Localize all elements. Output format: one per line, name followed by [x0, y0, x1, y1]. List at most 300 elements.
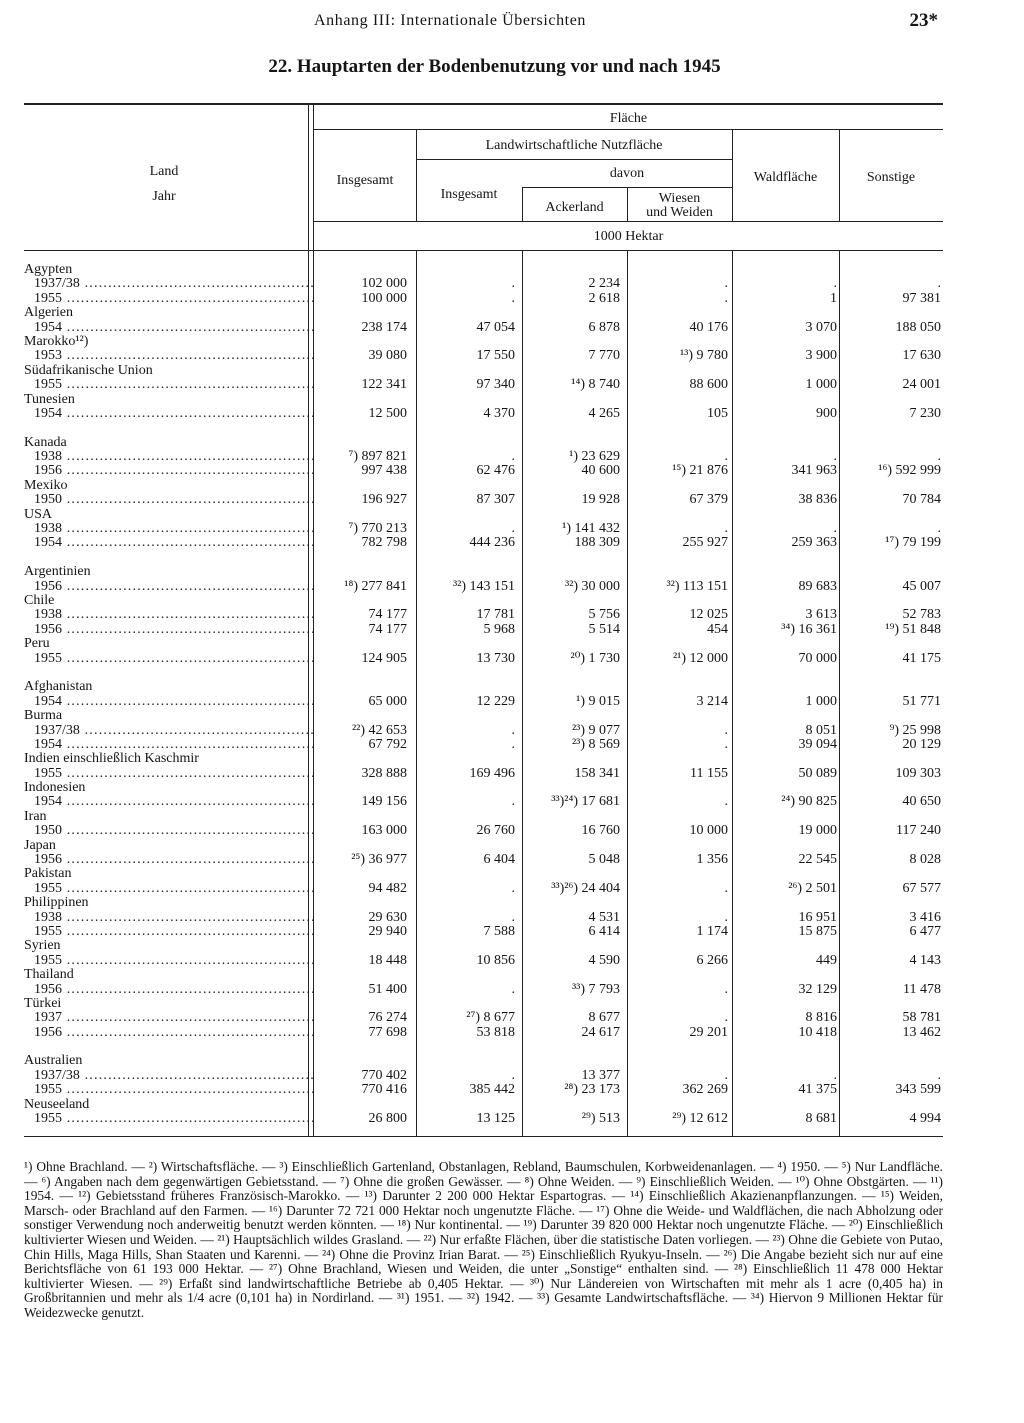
country-row — [24, 393, 943, 407]
wiesen-weiden-cell: 362 269 — [682, 1082, 728, 1098]
rule-below-columns — [314, 221, 943, 222]
ackerland-cell: 6 878 — [588, 319, 620, 335]
sonstige-cell: 24 001 — [902, 377, 941, 393]
wiesen-weiden-cell: 40 176 — [689, 319, 728, 335]
table-row — [24, 767, 943, 781]
wiesen-weiden-cell: 10 000 — [689, 823, 728, 839]
year-label: 1955 ..... — [24, 925, 314, 939]
lnf-insgesamt-cell: 5 968 — [483, 621, 515, 637]
country-row — [24, 781, 943, 795]
spacer-row — [24, 1040, 943, 1054]
insgesamt-cell: 29 630 — [368, 909, 407, 925]
lnf-insgesamt-cell: 17 781 — [476, 607, 515, 623]
lnf-insgesamt-cell: ²⁷) 8 677 — [466, 1010, 515, 1026]
ackerland-cell: 188 309 — [574, 535, 620, 551]
ackerland-cell: 4 265 — [588, 405, 620, 421]
table-row — [24, 493, 943, 507]
col-ackerland: Ackerland — [545, 200, 604, 215]
country-row — [24, 968, 943, 982]
insgesamt-cell: ²⁵) 36 977 — [351, 852, 407, 868]
table-row — [24, 580, 943, 594]
waldflaeche-cell: 8 681 — [805, 1111, 837, 1127]
lnf-insgesamt-cell: 12 229 — [476, 693, 515, 709]
waldflaeche-cell: . — [833, 276, 837, 292]
insgesamt-cell: 328 888 — [361, 765, 407, 781]
lnf-insgesamt-cell: 7 588 — [483, 923, 515, 939]
waldflaeche-cell: 900 — [816, 405, 837, 421]
lnf-insgesamt-cell: . — [511, 290, 515, 306]
sonstige-cell: . — [937, 521, 941, 537]
col-wiesen-line1: Wiesen — [658, 191, 701, 206]
ackerland-cell: ²⁸) 23 173 — [564, 1082, 620, 1098]
year-label: 1956 ..... — [24, 580, 314, 594]
sonstige-cell: 343 599 — [895, 1082, 941, 1098]
sonstige-cell: 4 994 — [909, 1111, 941, 1127]
country-row — [24, 867, 943, 881]
insgesamt-cell: 94 482 — [368, 880, 407, 896]
table-row — [24, 608, 943, 622]
insgesamt-cell: ⁷) 897 821 — [348, 449, 407, 465]
ackerland-cell: ¹) 23 629 — [569, 449, 620, 465]
footnotes: ¹) Ohne Brachland. — ²) Wirtschaftsfläche. — ³) Einschließlich Gartenland, Obstanlagen, Rebland, Baumschulen, Korbweidenanlagen. — ⁴) 1950. — ⁵) Nur Landfläche. — ⁶) Angaben nach dem gegenwärtigen Gebietsstand. — ⁷) Ohne die großen Gewässer. — ⁸) Ohne Weiden. — ⁹) Einschließlich Weiden. — ¹⁰) Ohne Obstgärten. — ¹¹) 1954. — ¹²) Gebietsstand früheres Französisch-Marokko. — ¹³) Darunter 2 200 000 Hektar Espartogras. — ¹⁴) Einschließlich Akazienanpflanzungen. — ¹⁵) Weiden, Marsch- oder Brachland auf den Farmen. — ¹⁶) Darunter 72 721 000 Hektar noch ungenutzte Fläche. — ¹⁷) Ohne die Weide- und Waldflächen, die nach Abholzung oder sonstiger Verwendung noch anderweitig benutzt werden könnten. — ¹⁸) Nur kontinental. — ¹⁹) Darunter 39 820 000 Hektar noch ungenutzte Fläche. — ²⁰) Einschließlich kultivierter Wiesen und Weiden. — ²¹) Hauptsächlich wildes Grasland. — ²²) Nur erfaßte Flächen, über die statistische Daten vorliegen. — ²³) Ohne die Gebiete von Putao, Chin Hills, Maga Hills, Shan Staaten und Karenni. — ²⁴) Ohne die Provinz Irian Barat. — ²⁵) Einschließlich Ryukyu-Inseln. — ²⁶) Die Angabe bezieht sich nur auf eine Berichtsfläche von 61 193 000 Hektar. — ²⁷) Ohne Brachland, Wiesen und Weiden, die unter „Sonstige“ enthalten sind. — ²⁸) Einschließlich 11 478 000 Hektar kultivierter Wiesen. — ²⁹) Erfaßt sind landwirtschaftliche Betriebe ab 0,405 Hektar. — ³⁰) Nur Ländereien von Wirtschaften mit mehr als 1 acre (0,405 ha) in Großbritannien und mehr als 1/4 acre (0,101 ha) in Nordirland. — ³¹) 1951. — ³²) 1942. — ³³) Gesamte Landwirtschaftsfläche. — ³⁴) Hiervon 9 Millionen Hektar für Weidezwecke genutzt. — [24, 1159, 943, 1320]
country-row — [24, 479, 943, 493]
waldflaeche-cell: . — [833, 521, 837, 537]
country-name: Kanada — [24, 435, 67, 450]
table-row — [24, 795, 943, 809]
table-row — [24, 925, 943, 939]
wiesen-weiden-cell: . — [724, 276, 728, 292]
insgesamt-cell: 39 080 — [368, 348, 407, 364]
ackerland-cell: ³³)²⁶) 24 404 — [551, 880, 620, 896]
ackerland-cell: 19 928 — [581, 492, 620, 508]
waldflaeche-cell: . — [833, 1067, 837, 1083]
year-label: 1955 ..... — [24, 292, 314, 306]
running-head-text: Anhang III: Internationale Übersichten — [314, 12, 587, 29]
wiesen-weiden-cell: 3 214 — [696, 693, 728, 709]
ackerland-cell: 4 531 — [588, 909, 620, 925]
lnf-insgesamt-cell: . — [511, 1067, 515, 1083]
waldflaeche-cell: 41 375 — [798, 1082, 837, 1098]
lnf-insgesamt-cell: 13 125 — [476, 1111, 515, 1127]
lnf-insgesamt-cell: 17 550 — [476, 348, 515, 364]
ackerland-cell: 158 341 — [574, 765, 620, 781]
ackerland-cell: 24 617 — [581, 1024, 620, 1040]
year-label: 1954 ..... — [24, 795, 314, 809]
sonstige-cell: 8 028 — [909, 852, 941, 868]
sonstige-cell: 97 381 — [902, 290, 941, 306]
insgesamt-cell: 67 792 — [368, 736, 407, 752]
sonstige-cell: 40 650 — [902, 794, 941, 810]
sonstige-cell: . — [937, 276, 941, 292]
ackerland-cell: 5 048 — [588, 852, 620, 868]
lnf-insgesamt-cell: 53 818 — [476, 1024, 515, 1040]
country-name: Indonesien — [24, 781, 86, 796]
table-row — [24, 882, 943, 896]
year-label: 1954 ..... — [24, 738, 314, 752]
bottom-rule — [24, 1136, 943, 1137]
lnf-insgesamt-cell: . — [511, 909, 515, 925]
country-row — [24, 436, 943, 450]
insgesamt-cell: 26 800 — [368, 1111, 407, 1127]
insgesamt-cell: ⁷) 770 213 — [348, 521, 407, 537]
wiesen-weiden-cell: 67 379 — [689, 492, 728, 508]
sonstige-cell: 70 784 — [902, 492, 941, 508]
col-lnf: Landwirtschaftliche Nutzfläche — [485, 138, 663, 153]
lnf-insgesamt-cell: . — [511, 794, 515, 810]
ackerland-cell: ¹) 9 015 — [576, 693, 620, 709]
sonstige-cell: . — [937, 449, 941, 465]
rule-below-lnf — [416, 159, 732, 160]
table-row — [24, 1083, 943, 1097]
ackerland-cell: ²⁹) 513 — [581, 1111, 620, 1127]
year-label: 1956 ..... — [24, 983, 314, 997]
ackerland-cell: 2 234 — [588, 276, 620, 292]
year-label: 1955 ..... — [24, 767, 314, 781]
table-title: 22. Hauptarten der Bodenbenutzung vor und nach 1945 — [268, 56, 721, 77]
year-label: 1937/38 ..... — [24, 724, 314, 738]
wiesen-weiden-cell: 88 600 — [689, 377, 728, 393]
insgesamt-cell: ¹⁸) 277 841 — [344, 578, 407, 594]
lnf-insgesamt-cell: 10 856 — [476, 952, 515, 968]
lnf-insgesamt-cell: . — [511, 722, 515, 738]
year-label: 1950 ..... — [24, 824, 314, 838]
table-row — [24, 450, 943, 464]
table-row — [24, 623, 943, 637]
table-row — [24, 1011, 943, 1025]
wiesen-weiden-cell: . — [724, 736, 728, 752]
sonstige-cell: 41 175 — [902, 650, 941, 666]
spacer-row — [24, 551, 943, 565]
ackerland-cell: ³²) 30 000 — [564, 578, 620, 594]
ackerland-cell: ¹) 141 432 — [562, 521, 620, 537]
waldflaeche-cell: 16 951 — [798, 909, 837, 925]
lnf-insgesamt-cell: 4 370 — [483, 405, 515, 421]
col-lnf-insgesamt: Insgesamt — [440, 187, 498, 202]
lnf-insgesamt-cell: 97 340 — [476, 377, 515, 393]
lnf-insgesamt-cell: ³²) 143 151 — [452, 578, 515, 594]
year-label: 1954 ..... — [24, 536, 314, 550]
table-row — [24, 378, 943, 392]
ackerland-cell: ²³) 8 569 — [571, 736, 620, 752]
year-label: 1954 ..... — [24, 407, 314, 421]
wiesen-weiden-cell: . — [724, 880, 728, 896]
country-row — [24, 306, 943, 320]
insgesamt-cell: 997 438 — [361, 463, 407, 479]
country-row — [24, 263, 943, 277]
wiesen-weiden-cell: 105 — [707, 405, 728, 421]
wiesen-weiden-cell: 1 356 — [696, 852, 728, 868]
wiesen-weiden-cell: . — [724, 981, 728, 997]
year-label: 1955 ..... — [24, 1112, 314, 1126]
insgesamt-cell: 149 156 — [361, 794, 407, 810]
sonstige-cell: 109 303 — [895, 765, 941, 781]
ackerland-cell: 5 514 — [588, 621, 620, 637]
table-row — [24, 652, 943, 666]
wiesen-weiden-cell: . — [724, 722, 728, 738]
lnf-insgesamt-cell: 385 442 — [469, 1082, 515, 1098]
sonstige-cell: 45 007 — [902, 578, 941, 594]
year-label: 1955 ..... — [24, 652, 314, 666]
country-row — [24, 508, 943, 522]
wiesen-weiden-cell: ²¹) 12 000 — [672, 650, 728, 666]
wiesen-weiden-cell: 255 927 — [682, 535, 728, 551]
sonstige-cell: ¹⁹) 51 848 — [885, 621, 941, 637]
insgesamt-cell: ²²) 42 653 — [351, 722, 407, 738]
year-label: 1955 ..... — [24, 954, 314, 968]
ackerland-cell: 13 377 — [581, 1067, 620, 1083]
country-name: Neuseeland — [24, 1097, 90, 1112]
ackerland-cell: 2 618 — [588, 290, 620, 306]
year-label: 1955 ..... — [24, 882, 314, 896]
table-row — [24, 824, 943, 838]
ackerland-cell: ¹⁴) 8 740 — [571, 377, 620, 393]
sonstige-cell: 11 478 — [903, 981, 941, 997]
insgesamt-cell: 77 698 — [368, 1024, 407, 1040]
wiesen-weiden-cell: . — [724, 290, 728, 306]
table-row — [24, 1026, 943, 1040]
sonstige-cell: . — [937, 1067, 941, 1083]
running-header — [0, 10, 1024, 36]
country-row — [24, 839, 943, 853]
country-row — [24, 680, 943, 694]
table-row — [24, 1112, 943, 1126]
country-row — [24, 896, 943, 910]
country-row — [24, 594, 943, 608]
table-row — [24, 321, 943, 335]
waldflaeche-cell: 3 070 — [805, 319, 837, 335]
year-label: 1955 ..... — [24, 1083, 314, 1097]
waldflaeche-cell: ²⁶) 2 501 — [788, 880, 837, 896]
sonstige-cell: 3 416 — [909, 909, 941, 925]
insgesamt-cell: 770 416 — [361, 1082, 407, 1098]
wiesen-weiden-cell: 454 — [707, 621, 728, 637]
top-rule — [24, 103, 943, 105]
waldflaeche-cell: 341 963 — [791, 463, 837, 479]
ackerland-cell: 6 414 — [588, 923, 620, 939]
sonstige-cell: 58 781 — [902, 1010, 941, 1026]
insgesamt-cell: 100 000 — [361, 290, 407, 306]
ackerland-cell: 5 756 — [588, 607, 620, 623]
year-label: 1956 ..... — [24, 464, 314, 478]
insgesamt-cell: 238 174 — [361, 319, 407, 335]
country-name: Algerien — [24, 306, 73, 321]
sonstige-cell: 117 240 — [896, 823, 941, 839]
country-row — [24, 637, 943, 651]
country-row — [24, 997, 943, 1011]
country-name: Ägypten — [24, 263, 73, 277]
year-label: 1954 ..... — [24, 695, 314, 709]
table-body — [24, 263, 943, 1126]
waldflaeche-cell: 70 000 — [798, 650, 837, 666]
lnf-insgesamt-cell: . — [511, 880, 515, 896]
col-davon: davon — [609, 166, 645, 181]
year-label: 1953 ..... — [24, 349, 314, 363]
waldflaeche-cell: ²⁴) 90 825 — [781, 794, 837, 810]
sonstige-cell: 13 462 — [902, 1024, 941, 1040]
year-label: 1956 ..... — [24, 623, 314, 637]
country-row — [24, 1054, 943, 1068]
waldflaeche-cell: 8 051 — [805, 722, 837, 738]
lnf-insgesamt-cell: 47 054 — [476, 319, 515, 335]
country-name: Türkei — [24, 996, 62, 1011]
wiesen-weiden-cell: 11 155 — [690, 765, 728, 781]
wiesen-weiden-cell: 1 174 — [696, 923, 728, 939]
lnf-insgesamt-cell: . — [511, 981, 515, 997]
insgesamt-cell: 163 000 — [361, 823, 407, 839]
year-label: 1937/38 ..... — [24, 277, 314, 291]
country-row — [24, 364, 943, 378]
table-row — [24, 277, 943, 291]
country-name: USA — [24, 507, 53, 522]
wiesen-weiden-cell: . — [724, 1010, 728, 1026]
wiesen-weiden-cell: . — [724, 521, 728, 537]
lnf-insgesamt-cell: 62 476 — [476, 463, 515, 479]
sonstige-cell: ¹⁷) 79 199 — [885, 535, 941, 551]
waldflaeche-cell: 259 363 — [791, 535, 837, 551]
insgesamt-cell: 51 400 — [368, 981, 407, 997]
lnf-insgesamt-cell: 444 236 — [469, 535, 515, 551]
insgesamt-cell: 76 274 — [368, 1010, 407, 1026]
lnf-insgesamt-cell: . — [511, 276, 515, 292]
year-label: 1937/38 ..... — [24, 1069, 314, 1083]
country-row — [24, 1098, 943, 1112]
waldflaeche-cell: 32 129 — [798, 981, 837, 997]
sonstige-cell: 17 630 — [902, 348, 941, 364]
waldflaeche-cell: . — [833, 449, 837, 465]
country-name: Thailand — [24, 968, 74, 983]
lnf-insgesamt-cell: 6 404 — [483, 852, 515, 868]
year-label: 1956 ..... — [24, 853, 314, 867]
insgesamt-cell: 65 000 — [368, 693, 407, 709]
stub-land: Land — [149, 164, 179, 179]
insgesamt-cell: 124 905 — [361, 650, 407, 666]
waldflaeche-cell: 39 094 — [798, 736, 837, 752]
country-row — [24, 939, 943, 953]
ackerland-cell: ³³) 7 793 — [571, 981, 620, 997]
insgesamt-cell: 770 402 — [361, 1067, 407, 1083]
country-name: Pakistan — [24, 867, 72, 882]
country-row — [24, 752, 943, 766]
spacer-row — [24, 666, 943, 680]
table-row — [24, 954, 943, 968]
wiesen-weiden-cell: ¹³) 9 780 — [679, 348, 728, 364]
table-title-wrap — [0, 56, 1024, 78]
sonstige-cell: ¹⁶) 592 999 — [878, 463, 941, 479]
waldflaeche-cell: 38 836 — [798, 492, 837, 508]
lnf-insgesamt-cell: . — [511, 521, 515, 537]
table-row — [24, 349, 943, 363]
waldflaeche-cell: ³⁴) 16 361 — [781, 621, 837, 637]
insgesamt-cell: 18 448 — [368, 952, 407, 968]
table-row — [24, 695, 943, 709]
wiesen-weiden-cell: ¹⁵) 21 876 — [672, 463, 728, 479]
country-name: Peru — [24, 637, 50, 652]
wiesen-weiden-cell: . — [724, 449, 728, 465]
table-row — [24, 292, 943, 306]
waldflaeche-cell: 449 — [816, 952, 837, 968]
waldflaeche-cell: 22 545 — [798, 852, 837, 868]
lnf-insgesamt-cell: . — [511, 449, 515, 465]
country-name: Argentinien — [24, 565, 91, 580]
wiesen-weiden-cell: ³²) 113 151 — [666, 578, 728, 594]
sonstige-cell: 67 577 — [902, 880, 941, 896]
insgesamt-cell: 12 500 — [368, 405, 407, 421]
country-name: Japan — [24, 838, 56, 853]
table-row — [24, 853, 943, 867]
col-waldflaeche: Waldfläche — [753, 170, 818, 185]
year-label: 1938 ..... — [24, 522, 314, 536]
year-label: 1950 ..... — [24, 493, 314, 507]
table-header — [24, 103, 943, 263]
ackerland-cell: 4 590 — [588, 952, 620, 968]
table-row — [24, 464, 943, 478]
wiesen-weiden-cell: 6 266 — [696, 952, 728, 968]
country-name: Syrien — [24, 939, 61, 954]
col-insgesamt: Insgesamt — [336, 173, 394, 188]
waldflaeche-cell: 89 683 — [798, 578, 837, 594]
waldflaeche-cell: 10 418 — [798, 1024, 837, 1040]
waldflaeche-cell: 1 — [830, 290, 837, 306]
year-label: 1938 ..... — [24, 911, 314, 925]
country-row — [24, 335, 943, 349]
waldflaeche-cell: 1 000 — [805, 377, 837, 393]
waldflaeche-cell: 50 089 — [798, 765, 837, 781]
table-row — [24, 911, 943, 925]
insgesamt-cell: 74 177 — [368, 607, 407, 623]
ackerland-cell: 40 600 — [581, 463, 620, 479]
year-label: 1938 ..... — [24, 608, 314, 622]
lnf-insgesamt-cell: . — [511, 736, 515, 752]
col-flaeche: Fläche — [609, 111, 648, 126]
table-row — [24, 983, 943, 997]
waldflaeche-cell: 15 875 — [798, 923, 837, 939]
insgesamt-cell: 196 927 — [361, 492, 407, 508]
wiesen-weiden-cell: . — [724, 794, 728, 810]
waldflaeche-cell: 3 900 — [805, 348, 837, 364]
country-name: Iran — [24, 809, 47, 824]
year-label: 1938 ..... — [24, 450, 314, 464]
insgesamt-cell: 74 177 — [368, 621, 407, 637]
year-label: 1937 ..... — [24, 1011, 314, 1025]
year-label: 1955 ..... — [24, 378, 314, 392]
lnf-insgesamt-cell: 13 730 — [476, 650, 515, 666]
wiesen-weiden-cell: 12 025 — [689, 607, 728, 623]
country-row — [24, 709, 943, 723]
table-row — [24, 1069, 943, 1083]
page-number: 23* — [909, 10, 938, 31]
ackerland-cell: 7 770 — [588, 348, 620, 364]
country-row — [24, 565, 943, 579]
country-name: Marokko¹²) — [24, 334, 89, 349]
sonstige-cell: 4 143 — [909, 952, 941, 968]
unit-label: 1000 Hektar — [593, 229, 664, 244]
wiesen-weiden-cell: . — [724, 909, 728, 925]
sonstige-cell: ⁹) 25 998 — [889, 722, 941, 738]
sonstige-cell: 7 230 — [909, 405, 941, 421]
sonstige-cell: 6 477 — [909, 923, 941, 939]
ackerland-cell: 16 760 — [581, 823, 620, 839]
ackerland-cell: ³³)²⁴) 17 681 — [551, 794, 620, 810]
lnf-insgesamt-cell: 169 496 — [469, 765, 515, 781]
stub-jahr: Jahr — [152, 189, 176, 204]
country-name: Afghanistan — [24, 680, 93, 695]
insgesamt-cell: 122 341 — [361, 377, 407, 393]
wiesen-weiden-cell: . — [724, 1067, 728, 1083]
country-name: Mexiko — [24, 478, 68, 493]
table-row — [24, 536, 943, 550]
waldflaeche-cell: 1 000 — [805, 693, 837, 709]
insgesamt-cell: 102 000 — [361, 276, 407, 292]
